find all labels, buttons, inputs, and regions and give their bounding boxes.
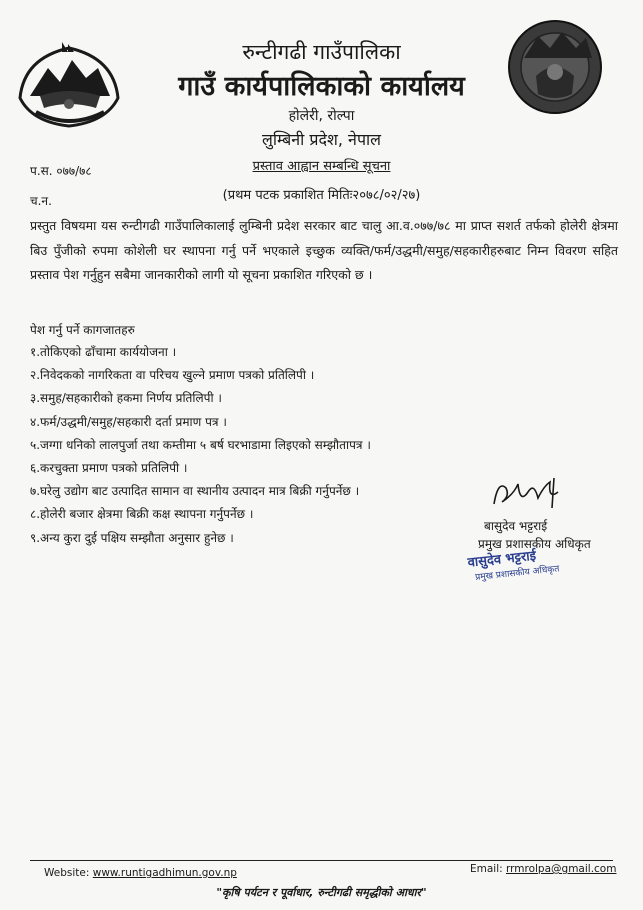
stamp-title: प्रमुख प्रशासकीय अधिकृत xyxy=(474,564,560,584)
stamp-name: वासुदेव भट्टराई xyxy=(466,548,537,571)
email-line xyxy=(470,863,616,875)
address-line: होलेरी, रोल्पा xyxy=(288,108,355,124)
signatory-title: प्रमुख प्रशासकीय अधिकृत xyxy=(478,537,591,551)
documents-list xyxy=(30,341,500,550)
footer-motto: "कृषि पर्यटन र पूर्वाधार, रुन्टीगढी समृद्धीको आधार" xyxy=(216,886,427,899)
website-link[interactable]: www.runtigadhimun.gov.np xyxy=(92,867,237,879)
email-label: Email: xyxy=(470,863,503,875)
publication-date: (प्रथम पटक प्रकाशित मितिः२०७८/०२/२७) xyxy=(222,188,421,203)
dispatch-number: च.न. xyxy=(30,194,52,208)
list-item: १.तोकिएको ढाँचामा कार्ययोजना । xyxy=(30,345,177,359)
list-item: ५.जग्गा धनिको लालपुर्जा तथा कम्तीमा ५ बर्ष घरभाडामा लिइएको सम्झौतापत्र । xyxy=(30,437,371,452)
website-label: Website: xyxy=(44,867,90,879)
list-item: ३.समुह/सहकारीको हकमा निर्णय प्रतिलिपी । xyxy=(30,391,222,406)
website-line xyxy=(44,867,237,879)
list-item: ७.घरेलु उद्योग बाट उत्पादित सामान वा स्थानीय उत्पादन मात्र बिक्री गर्नुपर्नेछ । xyxy=(30,484,360,499)
list-item: ४.फर्म/उद्धमी/समुह/सहकारी दर्ता प्रमाण पत्र । xyxy=(30,414,227,429)
list-item: ९.अन्य कुरा दुई पक्षिय सम्झौता अनुसार हुनेछ । xyxy=(30,530,234,545)
email-link[interactable]: rrmrolpa@gmail.com xyxy=(506,863,617,875)
list-item: ८.होलेरी बजार क्षेत्रमा बिक्री कक्ष स्थापना गर्नुपर्नेछ । xyxy=(30,507,254,522)
footer-divider xyxy=(30,860,613,861)
municipality-name: रुन्टीगढी गाउँपालिका xyxy=(242,40,401,64)
signatory-name: बासुदेव भट्टराई xyxy=(484,519,548,533)
list-item: २.निवेदकको नागरिकता वा परिचय खुल्ने प्रमाण पत्रको प्रतिलिपी । xyxy=(30,368,315,383)
province-line: लुम्बिनी प्रदेश, नेपाल xyxy=(261,130,382,149)
list-item: ६.करचुक्ता प्रमाण पत्रको प्रतिलिपी । xyxy=(30,460,188,475)
notice-subject: प्रस्ताव आह्वान सम्बन्धि सूचना xyxy=(252,159,391,174)
reference-number: प.स. ०७७/७८ xyxy=(30,164,92,178)
office-name: गाउँ कार्यपालिकाको कार्यालय xyxy=(178,71,465,102)
signature-mark xyxy=(488,474,568,514)
documents-heading: पेश गर्नु पर्ने कागजातहरु xyxy=(30,323,135,337)
notice-body: प्रस्तुत विषयमा यस रुन्टीगढी गाउँपालिकालाई लुम्बिनी प्रदेश सरकार बाट चालु आ.व.०७७/७८ मा प्राप्त सशर्त तर्फको होलेरी क्षेत्रमा बिउ पुँजीको रुपमा कोशेली घर स्थापना गर्नु पर्ने भएकाले इच्छुक व्यक्ति/फर्म/उद्धमी/समुह/सहकारीहरुबाट निम्न विवरण सहित प्रस्ताव पेश गर्नुहुन सबैमा जानकारीको लागी यो सूचना प्रकाशित गरिएको छ । xyxy=(30,218,618,282)
